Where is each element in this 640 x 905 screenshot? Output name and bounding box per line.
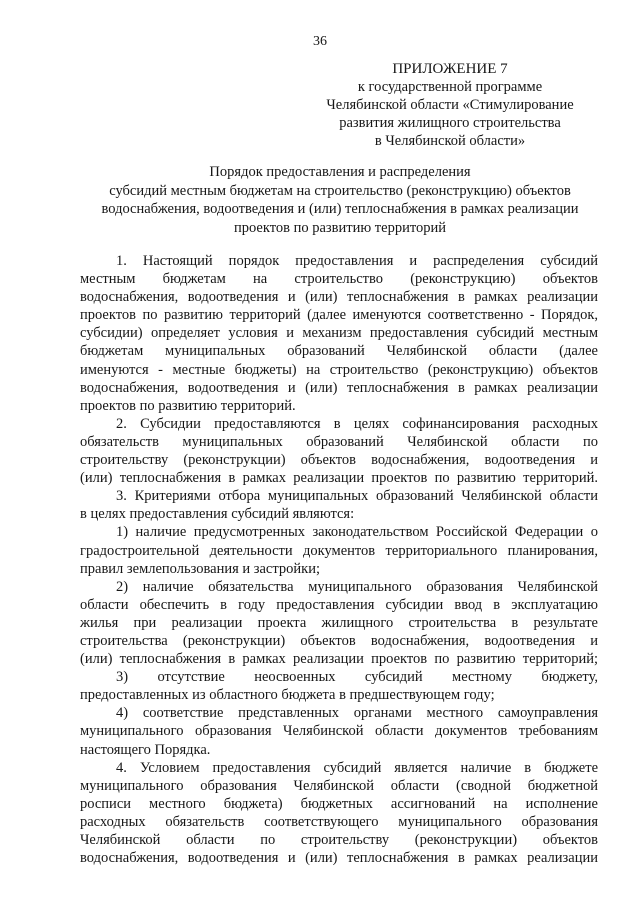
body-line: 1. Настоящий порядок предоставления и распределения субсидий [116,253,598,269]
body-line: 2) наличие обязательства муниципального образования Челябинской [116,578,598,595]
body-line: субсидии) определяет условия и механизм предоставления субсидий местным [80,325,598,342]
body-line: 3. Критериями отбора муниципальных образований Челябинской области [116,488,598,505]
body-line: 4) соответствие представленных органами местного самоуправления [116,705,598,722]
body-line: именуются - местные бюджеты) на строительство (реконструкцию) объектов [80,361,598,378]
body-line: 1) наличие предусмотренных законодательством Российской Федерации о [116,524,598,541]
body-line: росписи местного бюджета) бюджетных ассигнований на исполнение [80,795,598,812]
body-line: настоящего Порядка. [80,741,211,758]
appendix-line: к государственной программе [357,79,543,95]
body-line: муниципального образования Челябинской области документов требованиям [80,723,598,740]
body-line: муниципального образования Челябинской области (сводной бюджетной [80,777,598,794]
body-line: 3) отсутствие неосвоенных субсидий местному бюджету, [116,669,598,686]
body-line: (или) теплоснабжения в рамках реализации проектов по развитию территорий. [80,470,598,487]
appendix-line: Челябинской области «Стимулирование [326,97,574,113]
body-line: проектов по развитию территорий (далее именуются соответственно - Порядок, [80,307,598,324]
appendix-header [300,60,600,150]
body-line: строительства (реконструкции) объектов водоснабжения, водоотведения и [80,632,598,649]
appendix-title: ПРИЛОЖЕНИЕ 7 [392,61,508,77]
body-line: 2. Субсидии предоставляются в целях софинансирования расходных [116,415,598,432]
body-line: в целях предоставления субсидий являются: [80,506,355,523]
body-line: Челябинской области по строительству (реконструкции) объектов [80,832,598,848]
body-line: бюджетам муниципальных образований Челябинской области (далее [80,343,598,360]
body-line: проектов по развитию территорий. [80,397,296,414]
body-line: водоснабжения, водоотведения и (или) теплоснабжения в рамках реализации [80,379,598,396]
body-line: области обеспечить в году предоставления субсидии ввод в эксплуатацию [80,596,598,613]
body-line: (или) теплоснабжения в рамках реализации проектов по развитию территорий; [80,651,598,668]
title-line: субсидий местным бюджетам на строительство (реконструкцию) объектов [109,182,571,199]
body-text [80,252,598,867]
appendix-line: в Челябинской области» [374,133,526,149]
body-line: 4. Условием предоставления субсидий является наличие в бюджете [116,759,598,776]
document-title [80,163,600,237]
body-line: местным бюджетам на строительство (реконструкцию) объектов [80,271,598,288]
appendix-line: развития жилищного строительства [339,115,561,131]
body-line: водоснабжения, водоотведения и (или) теплоснабжения в рамках реализации [80,289,598,306]
body-line: градостроительной деятельности документов территориального планирования, [80,542,598,559]
body-line: правил землепользования и застройки; [80,560,320,577]
page-number: 36 [313,34,327,49]
body-line: жилья при реализации проекта жилищного строительства в результате [80,614,598,631]
body-line: предоставленных из областного бюджета в предшествующем году; [80,687,495,704]
body-line: обязательств муниципальных образований Челябинской области по [80,433,598,450]
body-line: строительству (реконструкции) объектов водоснабжения, водоотведения и [80,452,598,469]
title-line: Порядок предоставления и распределения [209,164,471,180]
title-line: водоснабжения, водоотведения и (или) теплоснабжения в рамках реализации [101,201,579,217]
body-line: расходных обязательств соответствующего муниципального образования [80,813,598,830]
title-line: проектов по развитию территорий [234,219,446,236]
body-line: водоснабжения, водоотведения и (или) теплоснабжения в рамках реализации [80,850,598,867]
